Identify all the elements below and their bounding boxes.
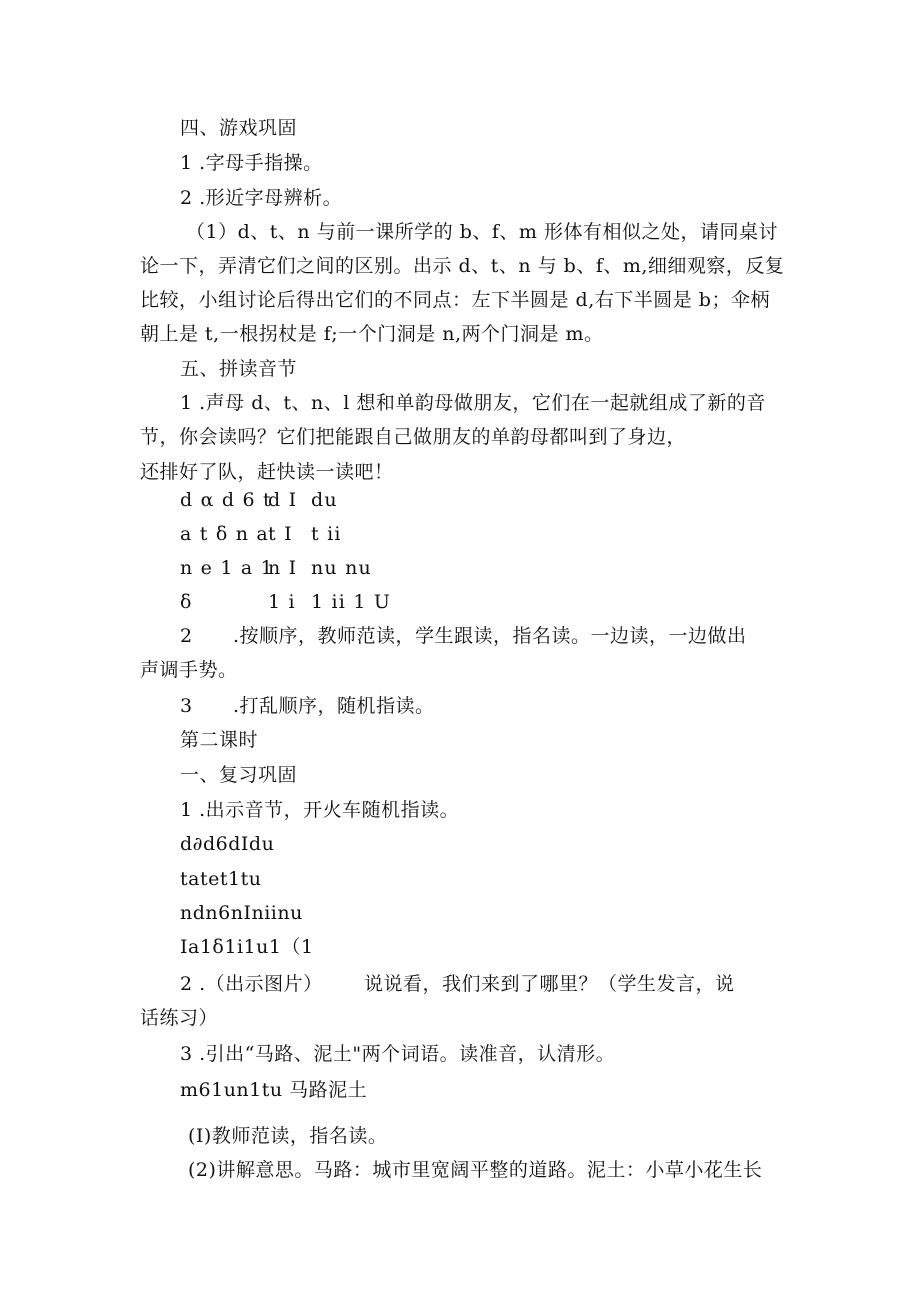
pinyin-cell: 1 i bbox=[268, 591, 296, 613]
lesson-heading: 第二课时 bbox=[180, 729, 259, 751]
pinyin-cell: a t δ n a bbox=[180, 523, 269, 545]
sub-item: (2)讲解意思。马路：城市里宽阔平整的道路。泥土：小草小花生长 bbox=[188, 1159, 763, 1181]
paragraph-line: 比较，小组讨论后得出它们的不同点：左下半圆是 d,右下半圆是 b；伞柄 bbox=[140, 289, 770, 311]
syllable-row: Ia1δ1i1u1（1 bbox=[180, 936, 314, 958]
list-item: 1 .出示音节，开火车随机指读。 bbox=[180, 799, 460, 821]
list-number: 2 bbox=[180, 625, 193, 647]
paragraph-line: 说说看，我们来到了哪里？（学生发言，说 bbox=[364, 973, 735, 995]
paragraph-line: 1 .声母 d、t、n、l 想和单韵母做朋友，它们在一起就组成了新的音 bbox=[180, 392, 766, 414]
pinyin-cell: t I bbox=[268, 523, 293, 545]
list-item: 1 .字母手指操。 bbox=[180, 152, 323, 174]
list-number: 3 bbox=[180, 695, 193, 717]
paragraph-line: 论一下，弄清它们之间的区别。出示 d、t、n 与 b、f、m,细细观察，反复 bbox=[140, 255, 785, 277]
pinyin-cell: du bbox=[311, 489, 338, 511]
pinyin-cell: n e 1 a 1 bbox=[180, 557, 274, 579]
paragraph-line: 节，你会读吗？它们把能跟自己做朋友的单韵母都叫到了身边， bbox=[140, 426, 687, 448]
section-heading-review: 一、复习巩固 bbox=[180, 764, 298, 786]
syllable-row: d∂d6dIdu bbox=[180, 833, 275, 855]
section-heading-game: 四、游戏巩固 bbox=[180, 117, 298, 139]
section-heading-syllables: 五、拼读音节 bbox=[180, 358, 298, 380]
paragraph-line: （1）d、t、n 与前一课所学的 b、f、m 形体有相似之处，请同桌讨 bbox=[186, 221, 778, 243]
pinyin-cell: d α d 6 t bbox=[180, 489, 272, 511]
sub-item: (I)教师范读，指名读。 bbox=[188, 1125, 388, 1147]
syllable-row: tatet1tu bbox=[180, 868, 262, 890]
syllable-row: ndn6nIniinu bbox=[180, 902, 303, 924]
pinyin-cell: d I bbox=[268, 489, 298, 511]
paragraph-line: .按顺序，教师范读，学生跟读，指名读。一边读，一边做出 bbox=[233, 625, 747, 647]
pinyin-cell: δ bbox=[180, 591, 193, 613]
vocabulary-line: m61un1tu 马路泥土 bbox=[180, 1079, 368, 1101]
paragraph-line: .打乱顺序，随机指读。 bbox=[233, 695, 435, 717]
pinyin-cell: nu nu bbox=[311, 557, 372, 579]
paragraph-line: 还排好了队，赶快读一读吧！ bbox=[140, 461, 394, 483]
list-item: 2 .（出示图片） bbox=[180, 973, 323, 995]
paragraph-line: 声调手势。 bbox=[140, 659, 238, 681]
pinyin-cell: 1 ii 1 U bbox=[311, 591, 392, 613]
paragraph-line: 朝上是 t,一根拐杖是 f;一个门洞是 n,两个门洞是 m。 bbox=[140, 323, 604, 345]
pinyin-cell: t ii bbox=[311, 523, 342, 545]
list-item: 3 .引出“马路、泥土"两个词语。读准音，认清形。 bbox=[180, 1043, 616, 1065]
list-item: 2 .形近字母辨析。 bbox=[180, 187, 343, 209]
paragraph-line: 话练习） bbox=[140, 1007, 219, 1029]
pinyin-cell: n I bbox=[268, 557, 298, 579]
